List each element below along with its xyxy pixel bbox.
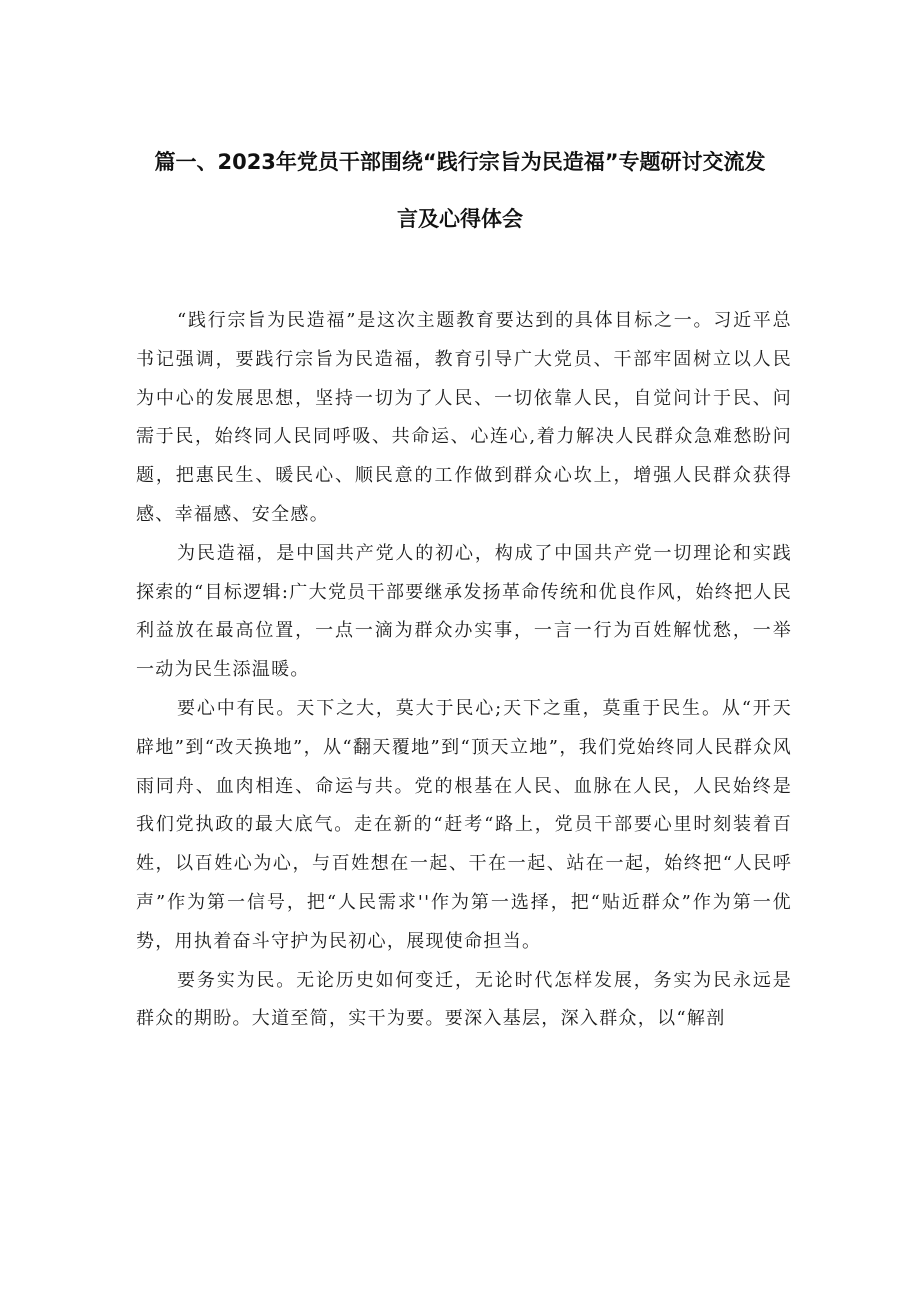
document-title-line-2: 言及心得体会 — [397, 207, 523, 231]
paragraph-2: 为民造福，是中国共产党人的初心，构成了中国共产党一切理论和实践探索的“目标逻辑:广大党员干部要继承发扬革命传统和优良作风，始终把人民利益放在最高位置，一点一滴为群众办实事，一言一行为百姓解忧愁，一举一动为民生添温暖。 — [136, 542, 792, 681]
document-title-line-1: 篇一、2023年党员干部围绕“践行宗旨为民造福”专题研讨交流发 — [154, 150, 766, 174]
paragraph-4: 要务实为民。无论历史如何变迁，无论时代怎样发展，务实为民永远是群众的期盼。大道至简，实干为要。要深入基层，深入群众，以“解剖 — [136, 969, 792, 1030]
paragraph-1: “践行宗旨为民造福”是这次主题教育要达到的具体目标之一。习近平总书记强调，要践行宗旨为民造福，教育引导广大党员、干部牢固树立以人民为中心的发展思想，坚持一切为了人民、一切依靠人民，自觉问计于民、问需于民，始终同人民同呼吸、共命运、心连心,着力解决人民群众急难愁盼问题，把惠民生、暖民心、顺民意的工作做到群众心坎上，增强人民群众获得感、幸福感、安全感。 — [136, 310, 792, 525]
paragraph-3: 要心中有民。天下之大，莫大于民心;天下之重，莫重于民生。从“开天辟地”到“改天换地”，从“翻天覆地”到“顶天立地”，我们党始终同人民群众风雨同舟、血肉相连、命运与共。党的根基在人民、血脉在人民，人民始终是我们党执政的最大底气。走在新的“赶考“路上，党员干部要心里时刻装着百姓，以百姓心为心，与百姓想在一起、干在一起、站在一起，始终把“人民呼声”作为第一信号，把“人民需求''作为第一选择，把“贴近群众”作为第一优势，用执着奋斗守护为民初心，展现使命担当。 — [136, 697, 792, 952]
document-body — [136, 302, 792, 1039]
